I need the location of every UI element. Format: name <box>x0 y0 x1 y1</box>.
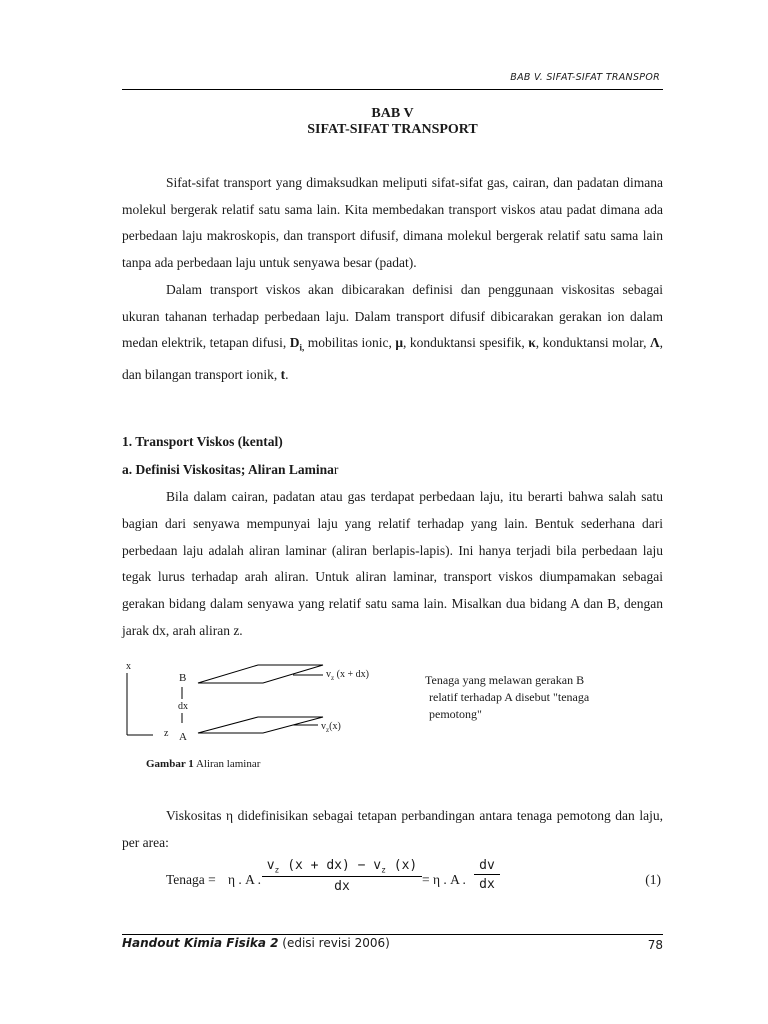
chapter-title <box>122 106 663 138</box>
note-line-2: relatif terhadap A disebut "tenaga <box>429 690 590 704</box>
chapter-name: SIFAT-SIFAT TRANSPORT <box>307 122 478 137</box>
running-header: BAB V. SIFAT-SIFAT TRANSPOR <box>510 72 660 83</box>
section-heading-1: 1. Transport Viskos (kental) <box>122 434 283 449</box>
figure-caption: Gambar 1 Aliran laminar <box>146 758 261 770</box>
equation-1 <box>122 856 663 904</box>
intro-p2-text-d: , konduktansi molar, <box>535 335 647 351</box>
footer-title: Handout Kimia Fisika 2 (edisi revisi 2006) <box>122 936 390 950</box>
velocity-bottom-label: $v_z(x)$ <box>321 721 341 734</box>
axis-x-label: x <box>126 661 131 672</box>
subsection-heading-a: a. Definisi Viskositas; Aliran Laminar <box>122 462 339 477</box>
page-number: 78 <box>647 938 663 952</box>
fraction-numerator: $v_z$ $(x + dx) - v_z$ (x) <box>262 858 422 877</box>
laminar-paragraph <box>122 484 663 645</box>
laminar-flow-diagram <box>118 655 418 755</box>
laminar-flow-figure <box>118 655 418 755</box>
intro-paragraph-2 <box>122 277 663 389</box>
intro-p2-text-e: , dan bilangan transport ionik, <box>122 335 664 382</box>
footer-rule <box>122 934 663 935</box>
shear-force-note <box>425 672 625 723</box>
viscosity-paragraph-text: Viskositas η didefinisikan sebagai tetapan perbandingan antara tenaga pemotong dan laju, per area: <box>122 808 663 850</box>
plane-B-label: B <box>179 672 187 684</box>
fraction2-numerator: dv <box>474 858 500 875</box>
symbol-lambda: Λ <box>649 335 660 351</box>
intro-section <box>122 170 663 388</box>
laminar-paragraph-text: Bila dalam cairan, padatan atau gas terdapat perbedaan laju, itu berarti bahwa salah satu bagian dari senyawa mempunyai laju yang relatif terhadap yang lain. Bentuk sederhana dari perbedaan laju adalah aliran laminar (aliran berlapis-lapis). Ini hanya terjadi bila perbedaan laju tegak lurus terhadap arah aliran. Untuk aliran laminar, transport viskos diumpamakan sebagai gerakan bidang dalam senyawa yang relatif satu sama lain. Misalkan dua bidang A dan B, dengan jarak dx, arah aliran z. <box>122 489 663 638</box>
viscosity-paragraph <box>122 802 663 856</box>
velocity-top-label: $v_z$ (x + dx) <box>326 669 369 682</box>
chapter-number: BAB V <box>371 106 414 121</box>
intro-p2-text-a: Dalam transport viskos akan dibicarakan definisi dan penggunaan viskositas sebagai ukuran tahanan terhadap perbedaan laju. Dalam transport difusif dibicarakan gerakan ion dalam medan elektrik, tetapan difusi, <box>122 281 663 351</box>
axis-z-label: z <box>164 728 169 739</box>
equation-mid: = η . A . <box>422 872 466 887</box>
equation-eta-a: η . A . <box>228 872 261 887</box>
dx-label: dx <box>178 701 188 712</box>
fraction-dv-dx <box>474 858 500 892</box>
note-line-3: pemotong" <box>429 707 482 721</box>
symbol-t: t <box>280 366 286 382</box>
note-line-1: Tenaga yang melawan gerakan B <box>425 673 585 687</box>
intro-p2-text-c: , konduktansi spesifik, <box>403 335 525 351</box>
plane-B <box>198 665 323 683</box>
equation-lhs: Tenaga = <box>166 872 216 887</box>
intro-p2-end: . <box>285 366 289 382</box>
intro-paragraph-1: Sifat-sifat transport yang dimaksudkan meliputi sifat-sifat gas, cairan, dan padatan dimana molekul bergerak relatif satu sama lain. Kita membedakan transport viskos atau padat dimana ada perbedaan laju makroskopis, dan transport difusif, dimana molekul bergerak relatif satu sama lain tanpa ada perbedaan laju untuk senyawa besar (padat). <box>122 175 663 271</box>
symbol-D: $D_{i,}$ <box>289 335 305 353</box>
intro-p2-text-b: mobilitas ionic, <box>307 335 392 351</box>
header-rule <box>122 89 663 90</box>
fraction-velocity-difference <box>262 858 422 894</box>
fraction-denominator: dx <box>334 878 350 894</box>
fraction2-denominator: dx <box>479 877 495 892</box>
plane-A-label: A <box>179 731 187 743</box>
symbol-mu: μ <box>395 335 403 351</box>
equation-number: (1) <box>645 872 661 887</box>
symbol-kappa: κ <box>528 335 536 351</box>
